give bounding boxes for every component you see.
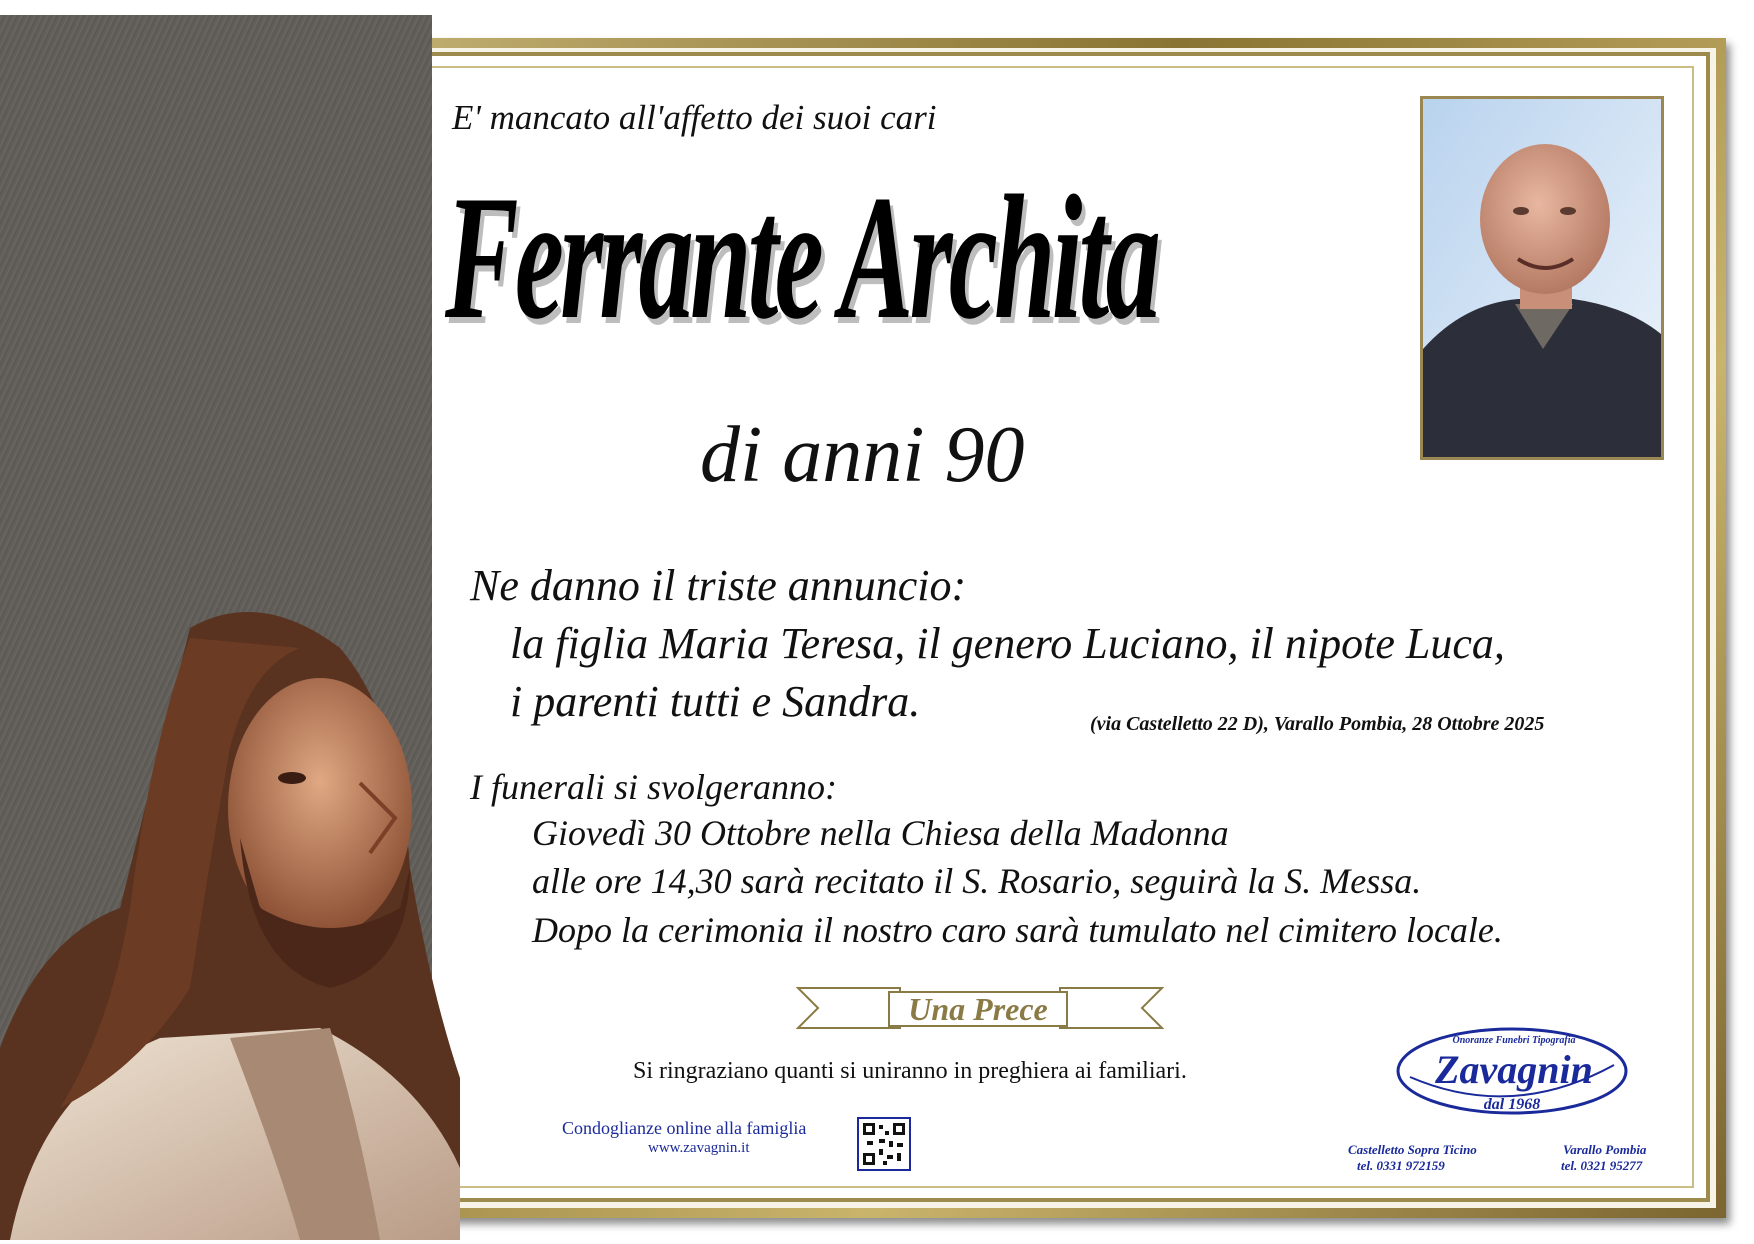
- branch-city: Varallo Pombia: [1563, 1142, 1647, 1157]
- jesus-illustration: [0, 608, 460, 1240]
- portrait-photo: [1420, 96, 1664, 460]
- funeral-line: alle ore 14,30 sarà recitato il S. Rosario, seguirà la S. Messa.: [532, 861, 1422, 901]
- prayer-ribbon: [790, 985, 1170, 1031]
- branch-phone: tel. 0321 95277: [1561, 1158, 1643, 1173]
- condolences-label: Condoglianze online alla famiglia: [562, 1118, 807, 1138]
- intro-text: E' mancato all'affetto dei suoi cari: [452, 98, 937, 137]
- qr-pattern: [859, 1119, 909, 1169]
- agency-logo: [1392, 1025, 1632, 1117]
- agency-since: dal 1968: [1483, 1096, 1541, 1113]
- funeral-line: Giovedì 30 Ottobre nella Chiesa della Madonna: [532, 813, 1229, 853]
- deceased-name: Ferrante Archita: [445, 158, 1158, 356]
- portrait-image: [1423, 99, 1661, 457]
- funeral-heading: I funerali si svolgeranno:: [470, 767, 837, 807]
- announcement-line: la figlia Maria Teresa, il genero Luciano, il nipote Luca,: [510, 619, 1505, 668]
- age-text: di anni 90: [700, 411, 1025, 499]
- prayer-label: Una Prece: [888, 991, 1068, 1027]
- agency-tagline: Onoranze Funebri Tipografia: [1452, 1035, 1576, 1046]
- qr-code-icon[interactable]: [857, 1117, 911, 1171]
- announcement-heading: Ne danno il triste annuncio:: [470, 561, 967, 610]
- place-date: (via Castelletto 22 D), Varallo Pombia, 28 Ottobre 2025: [1090, 713, 1545, 735]
- agency-logo-mark: [1392, 1025, 1632, 1117]
- thanks-text: Si ringraziano quanti si uniranno in preghiera ai familiari.: [633, 1058, 1187, 1084]
- jesus-portrait-image: [0, 608, 460, 1240]
- branch-phone: tel. 0331 972159: [1357, 1158, 1445, 1173]
- condolences-site[interactable]: www.zavagnin.it: [648, 1140, 750, 1156]
- agency-name: Zavagnin: [1435, 1047, 1593, 1092]
- branch-city: Castelletto Sopra Ticino: [1348, 1142, 1477, 1157]
- announcement-line: i parenti tutti e Sandra.: [510, 677, 921, 726]
- funeral-line: Dopo la cerimonia il nostro caro sarà tumulato nel cimitero locale.: [532, 910, 1503, 950]
